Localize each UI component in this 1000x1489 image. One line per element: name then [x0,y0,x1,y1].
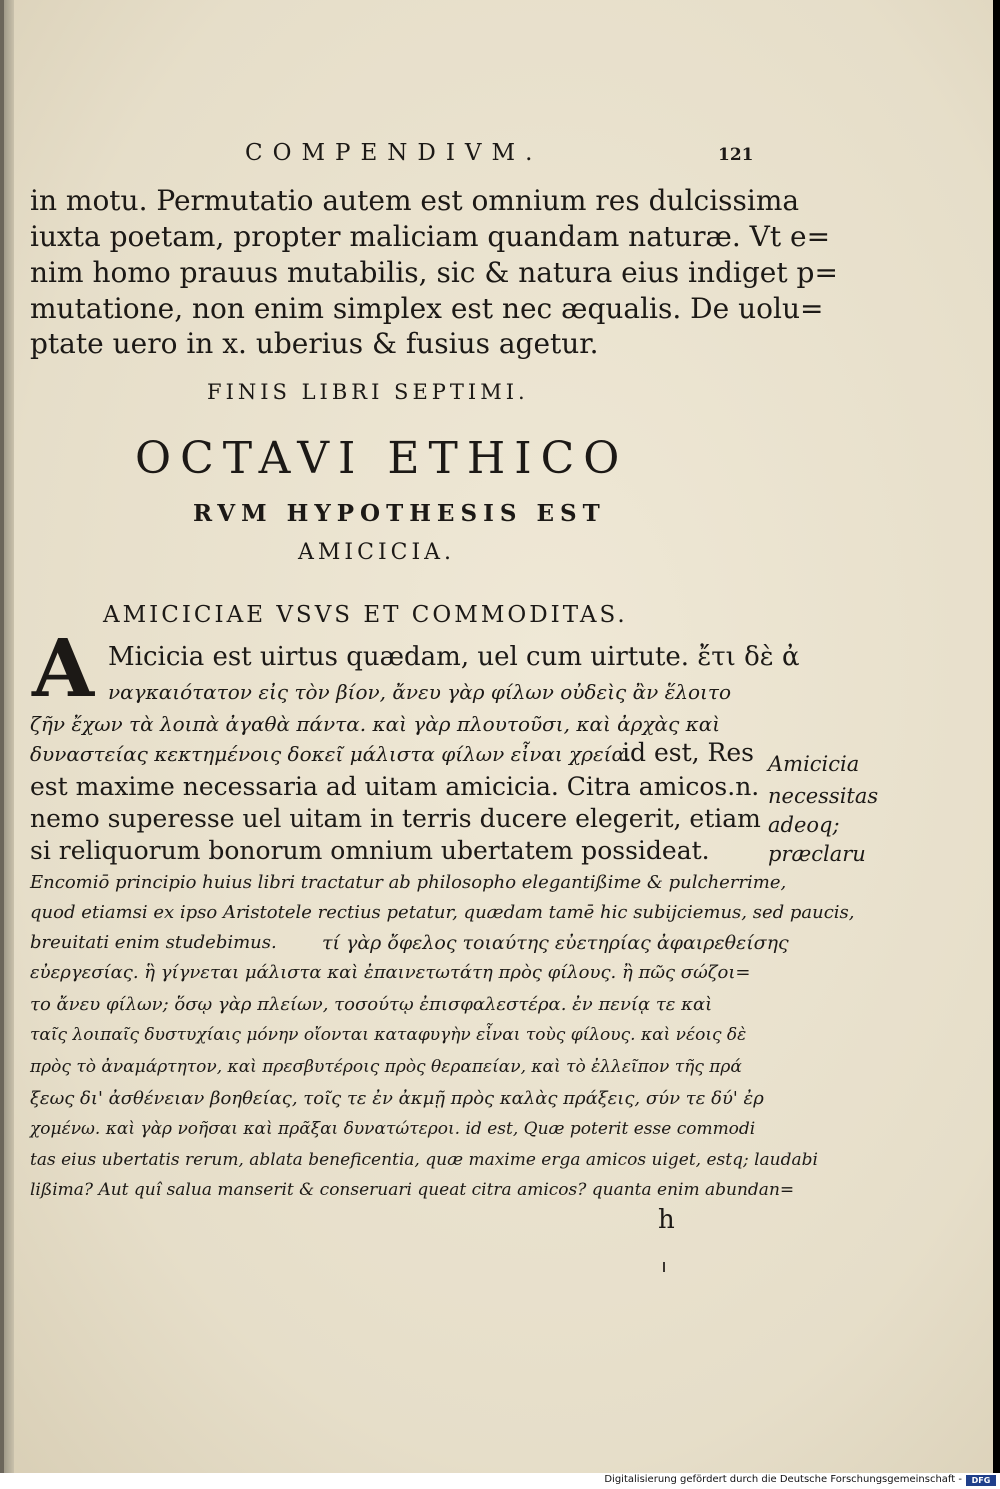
italic-line-2: quod etiamsi ex ipso Aristotele rectius petatur, quædam tamē hic subijciemus, sed paucis, [30,902,855,923]
margin-note-3: adeoq; [768,813,840,837]
top-line-2: iuxta poetam, propter maliciam quandam naturæ. Vt e= [30,220,831,253]
first-line: Micicia est uirtus quædam, uel cum uirtute. ἔτι δὲ ἀ [108,642,800,672]
margin-note-2: necessitas [768,784,879,808]
page-mark [663,1262,665,1272]
latin-line-1: est maxime necessaria ad uitam amicicia. Citra amicos.n. [30,772,760,801]
mixed-line-6: χομένω. καὶ γὰρ νοῆσαι καὶ πρᾶξαι δυνατώτεροι. id est, Quæ poterit esse commodi [30,1119,756,1139]
mixed-line-1: εὐεργεσίας. ἣ γίγνεται μάλιστα καὶ ἐπαινετωτάτη πρὸς φίλους. ἢ πῶς σώζοι= [30,962,751,983]
top-line-3: nim homo prauus mutabilis, sic & natura eius indiget p= [30,256,838,289]
greek-tail: id est, Res [622,738,754,767]
finis-heading: FINIS LIBRI SEPTIMI. [207,380,529,404]
mixed-line-3: ταῖς λοιπαῖς δυστυχίαις μόνην οἴονται καταφυγὴν εἶναι τοὺς φίλους. καὶ νέοις δὲ [30,1025,747,1045]
latin-line-2: nemo superesse uel uitam in terris ducere elegerit, etiam [30,804,761,833]
mixed-line-2: το ἄνευ φίλων; ὅσῳ γὰρ πλείων, τοσούτῳ ἐπισφαλεστέρα. ἐν πενίᾳ τε καὶ [30,994,713,1015]
footer-bar [0,1473,1000,1489]
latin-line-3: si reliquorum bonorum omnium ubertatem possideat. [30,836,710,865]
greek-line-2: ζῆν ἔχων τὰ λοιπὰ ἀγαθὰ πάντα. καὶ γὰρ πλουτοῦσι, καὶ ἀρχὰς καὶ [30,712,721,736]
italic-line-1: Encomiō principio huius libri tractatur ab philosopho elegantißime & pulcherrime, [30,872,787,893]
mixed-line-5: ξεως δι' ἀσθένειαν βοηθείας, τοῖς τε ἐν ἀκμῇ πρὸς καλὰς πράξεις, σύν τε δύ' ἐρ [30,1088,764,1109]
greek-line-3: δυναστείας κεκτημένοις δοκεῖ μάλιστα φίλων εἶναι χρεία. [30,742,632,766]
book-title-line-2: RVM HYPOTHESIS EST [193,500,606,527]
top-line-1: in motu. Permutatio autem est omnium res dulcissima [30,184,800,217]
binding-edge [0,0,4,1473]
top-line-4: mutatione, non enim simplex est nec æqualis. De uolu= [30,292,824,325]
margin-note-4: præclaru [768,842,866,866]
signature-mark: h [658,1205,675,1235]
page-number: 121 [718,145,754,165]
dfg-logo: DFG [966,1475,996,1486]
mixed-line-4: πρὸς τὸ ἀναμάρτητον, καὶ πρεσβυτέροις πρὸς θεραπείαν, καὶ τὸ ἐλλεῖπον τῆς πρά [30,1057,742,1077]
italic-greek-tail: τί γὰρ ὄφελος τοιαύτης εὐετηρίας ἀφαιρεθείσης [322,932,789,954]
mixed-line-7: tas eius ubertatis rerum, ablata beneficentia, quæ maxime erga amicos uiget, estq; laudabi [30,1150,818,1170]
running-head: COMPENDIVM. [245,140,543,166]
top-line-5: ptate uero in x. uberius & fusius agetur. [30,327,599,360]
footer-credit: Digitalisierung gefördert durch die Deutsche Forschungsgemeinschaft - [604,1474,962,1485]
margin-note-1: Amicicia [768,752,860,776]
italic-line-3: breuitati enim studebimus. [30,932,277,953]
book-title-line-1: OCTAVI ETHICO [135,433,629,484]
greek-line-1: ναγκαιότατον εἰς τὸν βίον, ἄνευ γὰρ φίλων οὐδεὶς ἂν ἕλοιτο [108,680,732,704]
drop-cap: A [32,621,95,715]
book-title-line-3: AMICICIA. [298,540,456,565]
mixed-line-8: lißima? Aut quî salua manserit & conseruari queat citra amicos? quanta enim abundan= [30,1180,795,1200]
section-heading: AMICICIAE VSVS ET COMMODITAS. [103,602,628,628]
